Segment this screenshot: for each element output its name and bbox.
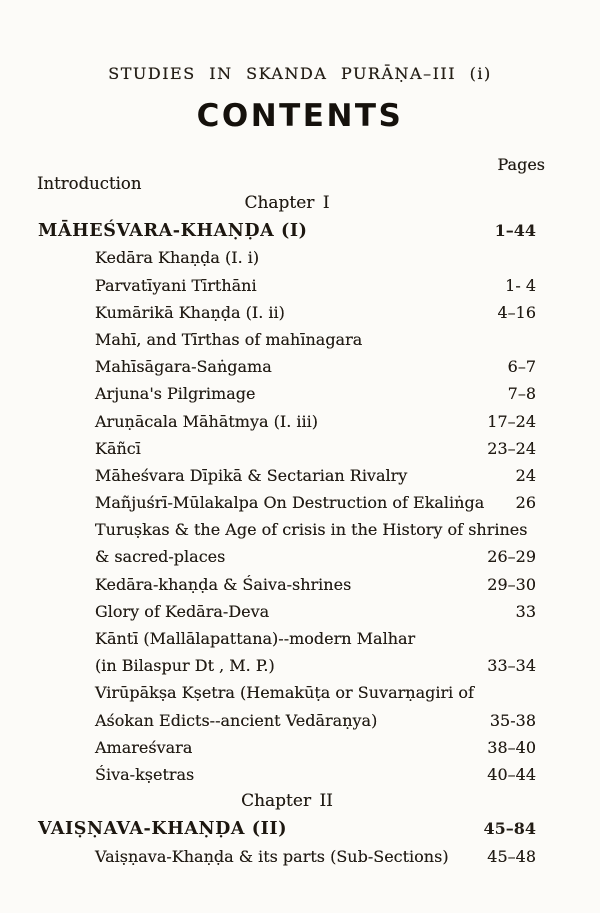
chapter-heading: Chapter I [244, 193, 330, 213]
toc-entry-label: Turuṣkas & the Age of crisis in the History of shrines [95, 520, 528, 540]
toc-entry-label: & sacred-places [95, 547, 226, 567]
toc-page-range: 38–40 [487, 737, 536, 757]
section-title: MĀHEŚVARA-KHAṆḌA (I) [38, 221, 308, 242]
section-page-range: 45–84 [483, 819, 536, 839]
toc-entry-row [38, 652, 536, 679]
toc-entry-label: (in Bilaspur Dt , M. P.) [95, 656, 275, 676]
toc-page-range: 26 [515, 493, 536, 513]
toc-page-range: 1- 4 [505, 275, 536, 295]
toc-entry-row [38, 489, 536, 516]
toc-entry-row [38, 462, 536, 489]
toc-entry-row [38, 543, 536, 570]
section-row [38, 217, 536, 244]
toc-entry-row [38, 408, 536, 435]
toc-entry-row [38, 679, 536, 706]
toc-entry-row [38, 598, 536, 625]
toc-page-range: 40–44 [487, 764, 536, 784]
toc-entry-label: Aśokan Edicts--ancient Vedāraṇya) [95, 710, 378, 730]
chapter-heading: Chapter II [241, 791, 333, 812]
toc-entry-row [38, 843, 536, 870]
toc-entry-label: Mahī, and Tīrthas of mahīnagara [95, 329, 363, 349]
toc-entry-row [38, 734, 536, 761]
toc-page-range: 4–16 [497, 302, 536, 322]
toc-entry-row [38, 707, 536, 734]
toc-page-range: 33–34 [487, 656, 536, 676]
toc-entry-label: Arjuna's Pilgrimage [95, 384, 256, 404]
running-head: STUDIES IN SKANDA PURĀṆA–III (i) [108, 64, 492, 83]
toc-entry-row [38, 272, 536, 299]
toc-entry-row [38, 326, 536, 353]
toc-entry-row [38, 380, 536, 407]
toc-entry-row [38, 571, 536, 598]
toc-entry-introduction: Introduction [37, 174, 142, 193]
toc-entry-label: Kāntī (Mallālapattana)--modern Malhar [95, 629, 416, 648]
toc-page-range: 29–30 [487, 574, 536, 594]
toc-entry-row [38, 244, 536, 271]
toc-entry-row [38, 353, 536, 380]
toc-entry-label: Kedāra-khaṇḍa & Śaiva-shrines [95, 574, 352, 594]
toc-entry-label: Kāñcī [95, 438, 141, 458]
toc-entry-label: Parvatīyani Tīrthāni [95, 275, 257, 295]
toc-entry-label: Virūpākṣa Kṣetra (Hemakūṭa or Suvarṇagiri of [95, 683, 474, 703]
toc-entry-row [38, 299, 536, 326]
page-title: CONTENTS [196, 98, 404, 134]
toc-page-range: 26–29 [487, 547, 536, 567]
section-title: VAIṢṆAVA-KHAṆḌA (II) [38, 819, 288, 840]
toc-entry-row [38, 435, 536, 462]
toc-page-range: 7–8 [507, 384, 536, 404]
section-row [38, 815, 536, 842]
toc-entry-label: Mañjuśrī-Mūlakalpa On Destruction of Ekaliṅga [95, 493, 485, 513]
toc-entry-row [38, 625, 536, 652]
toc-page-range: 33 [515, 601, 536, 621]
toc-entry-label: Māheśvara Dīpikā & Sectarian Rivalry [95, 465, 408, 485]
toc-page-range: 35-38 [489, 710, 536, 730]
toc-page-range: 24 [515, 465, 536, 485]
pages-column-label: Pages [497, 155, 545, 174]
toc-entry-row [38, 516, 536, 543]
toc-entry-label: Śiva-kṣetras [95, 764, 195, 784]
toc-page-range: 17–24 [487, 411, 536, 431]
section-page-range: 1–44 [494, 221, 536, 241]
toc-entry-label: Glory of Kedāra-Deva [95, 601, 270, 621]
toc-body [38, 190, 536, 870]
toc-entry-label: Aruṇācala Māhātmya (I. iii) [95, 411, 318, 431]
toc-page-range: 6–7 [507, 357, 536, 377]
toc-entry-row [38, 761, 536, 788]
toc-entry-label: Kumārikā Khaṇḍa (I. ii) [95, 302, 285, 322]
toc-entry-label: Vaiṣṇava-Khaṇḍa & its parts (Sub-Sections) [95, 846, 449, 866]
toc-entry-label: Amareśvara [95, 737, 193, 757]
toc-entry-label: Mahīsāgara-Saṅgama [95, 357, 272, 377]
toc-page-range: 23–24 [487, 438, 536, 458]
toc-entry-label: Kedāra Khaṇḍa (I. i) [95, 248, 260, 268]
toc-page-range: 45–48 [487, 846, 536, 866]
